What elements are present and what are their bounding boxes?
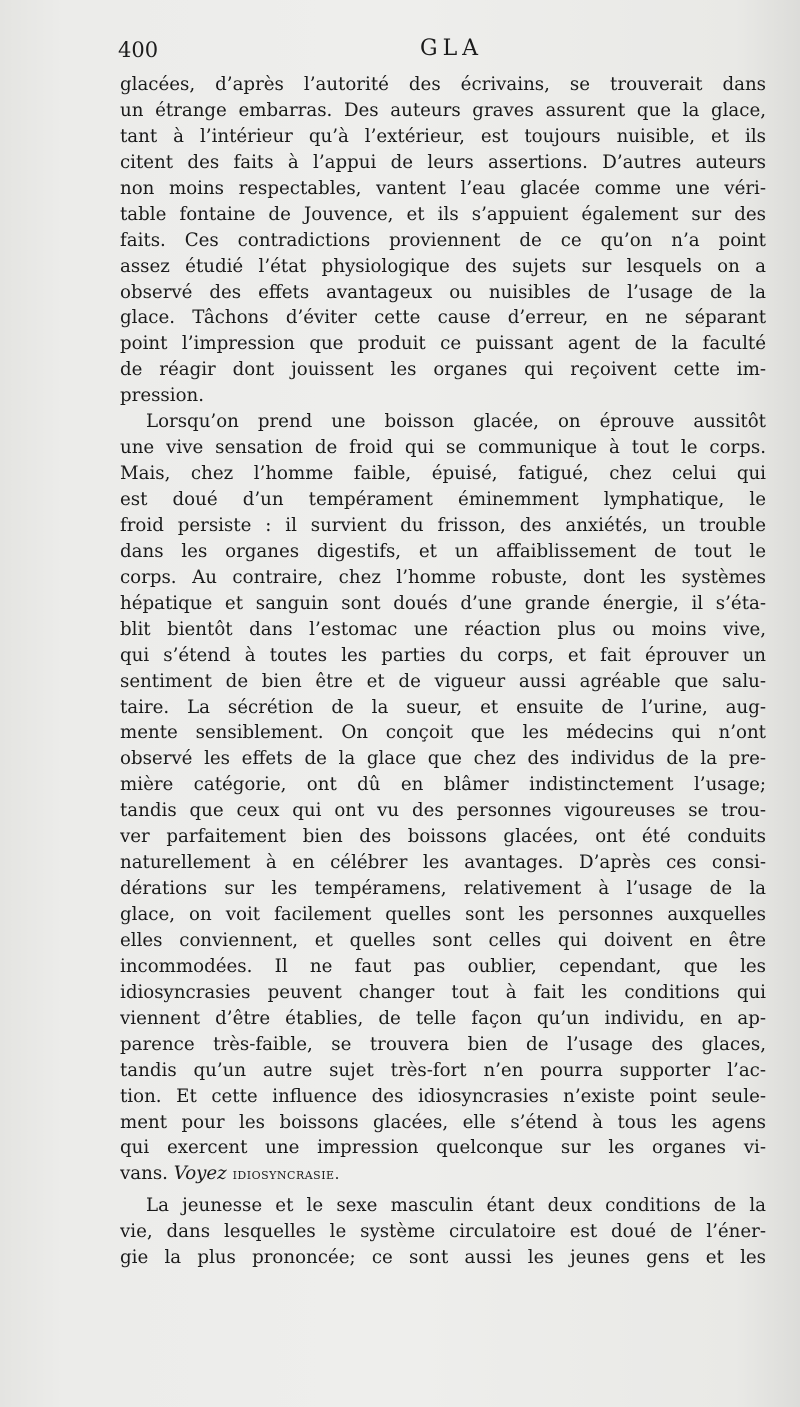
closing-line — [120, 1161, 766, 1187]
closing-prefix: vans. — [120, 1163, 174, 1185]
text-line: non moins respectables, vantent l’eau glacée comme une véri- — [120, 177, 766, 199]
text-line: corps. Au contraire, chez l’homme robuste, dont les systèmes — [120, 566, 766, 588]
page-number: 400 — [118, 38, 159, 62]
text-line: tandis que ceux qui ont vu des personnes vigoureuses se trou- — [120, 800, 766, 822]
text-line: vie, dans lesquelles le système circulatoire est doué de l’éner- — [120, 1221, 766, 1243]
body-text — [120, 72, 766, 1271]
text-line: mière catégorie, ont dû en blâmer indistinctement l’usage; — [120, 774, 766, 796]
text-line: taire. La sécrétion de la sueur, et ensuite de l’urine, aug- — [120, 696, 766, 718]
text-line: qui exercent une impression quelconque sur les organes vi- — [120, 1137, 766, 1159]
text-line: dans les organes digestifs, et un affaiblissement de tout le — [120, 540, 766, 562]
paragraph — [120, 1193, 766, 1271]
text-line: observé les effets de la glace que chez des individus de la pre- — [120, 748, 766, 770]
text-line: de réagir dont jouissent les organes qui reçoivent cette im- — [120, 359, 766, 381]
text-line: un étrange embarras. Des auteurs graves assurent que la glace, — [120, 99, 766, 121]
page-header — [118, 34, 768, 66]
text-line: froid persiste : il survient du frisson, des anxiétés, un trouble — [120, 514, 766, 536]
text-line: pression. — [120, 385, 205, 407]
text-line: ver parfaitement bien des boissons glacées, ont été conduits — [120, 826, 766, 848]
text-line: observé des effets avantageux ou nuisibles de l’usage de la — [120, 281, 766, 303]
cross-reference: idiosyncrasie. — [232, 1165, 340, 1184]
text-line: blit bientôt dans l’estomac une réaction plus ou moins vive, — [120, 618, 766, 640]
paragraph — [120, 409, 766, 1187]
text-line: dérations sur les tempéramens, relativement à l’usage de la — [120, 878, 766, 900]
text-line: tant à l’intérieur qu’à l’extérieur, est toujours nuisible, et ils — [120, 125, 766, 147]
text-line: assez étudié l’état physiologique des sujets sur lesquels on a — [120, 255, 766, 277]
text-line: idiosyncrasies peuvent changer tout à fait les conditions qui — [120, 981, 766, 1003]
text-line: tion. Et cette influence des idiosyncrasies n’existe point seule- — [120, 1085, 766, 1107]
paragraph — [120, 72, 766, 409]
text-line: Mais, chez l’homme faible, épuisé, fatigué, chez celui qui — [120, 463, 766, 485]
text-line: gie la plus prononcée; ce sont aussi les jeunes gens et les — [120, 1247, 766, 1269]
text-line: Lorsqu’on prend une boisson glacée, on éprouve aussitôt — [146, 411, 766, 433]
text-line: tandis qu’un autre sujet très-fort n’en pourra supporter l’ac- — [120, 1059, 766, 1081]
text-line: La jeunesse et le sexe masculin étant deux conditions de la — [146, 1195, 766, 1217]
text-line: table fontaine de Jouvence, et ils s’appuient également sur des — [120, 203, 766, 225]
text-line: glace. Tâchons d’éviter cette cause d’erreur, en ne séparant — [120, 307, 766, 329]
text-line: glacées, d’après l’autorité des écrivains, se trouverait dans — [120, 74, 766, 95]
text-line: viennent d’être établies, de telle façon qu’un individu, en ap- — [120, 1007, 766, 1029]
text-line: elles conviennent, et quelles sont celles qui doivent en être — [120, 929, 766, 951]
text-line: une vive sensation de froid qui se communique à tout le corps. — [120, 437, 766, 459]
text-line: sentiment de bien être et de vigueur aussi agréable que salu- — [120, 670, 766, 692]
text-line: point l’impression que produit ce puissant agent de la faculté — [120, 333, 766, 355]
text-line: naturellement à en célébrer les avantages. D’après ces consi- — [120, 852, 766, 874]
text-line: mente sensiblement. On conçoit que les médecins qui n’ont — [120, 722, 766, 744]
text-line: hépatique et sanguin sont doués d’une grande énergie, il s’éta- — [120, 592, 766, 614]
text-line: glace, on voit facilement quelles sont les personnes auxquelles — [120, 904, 766, 925]
text-line: citent des faits à l’appui de leurs assertions. D’autres auteurs — [120, 151, 766, 173]
see-reference: Voyez — [173, 1163, 227, 1185]
running-head: GLA — [420, 36, 484, 61]
text-line: est doué d’un tempérament éminemment lymphatique, le — [120, 489, 766, 510]
text-line: incommodées. Il ne faut pas oublier, cependant, que les — [120, 955, 766, 977]
text-line: ment pour les boissons glacées, elle s’étend à tous les agens — [120, 1111, 766, 1133]
text-line: qui s’étend à toutes les parties du corps, et fait éprouver un — [120, 644, 766, 666]
text-line: faits. Ces contradictions proviennent de ce qu’on n’a point — [120, 229, 766, 251]
text-line: parence très-faible, se trouvera bien de l’usage des glaces, — [120, 1033, 766, 1055]
